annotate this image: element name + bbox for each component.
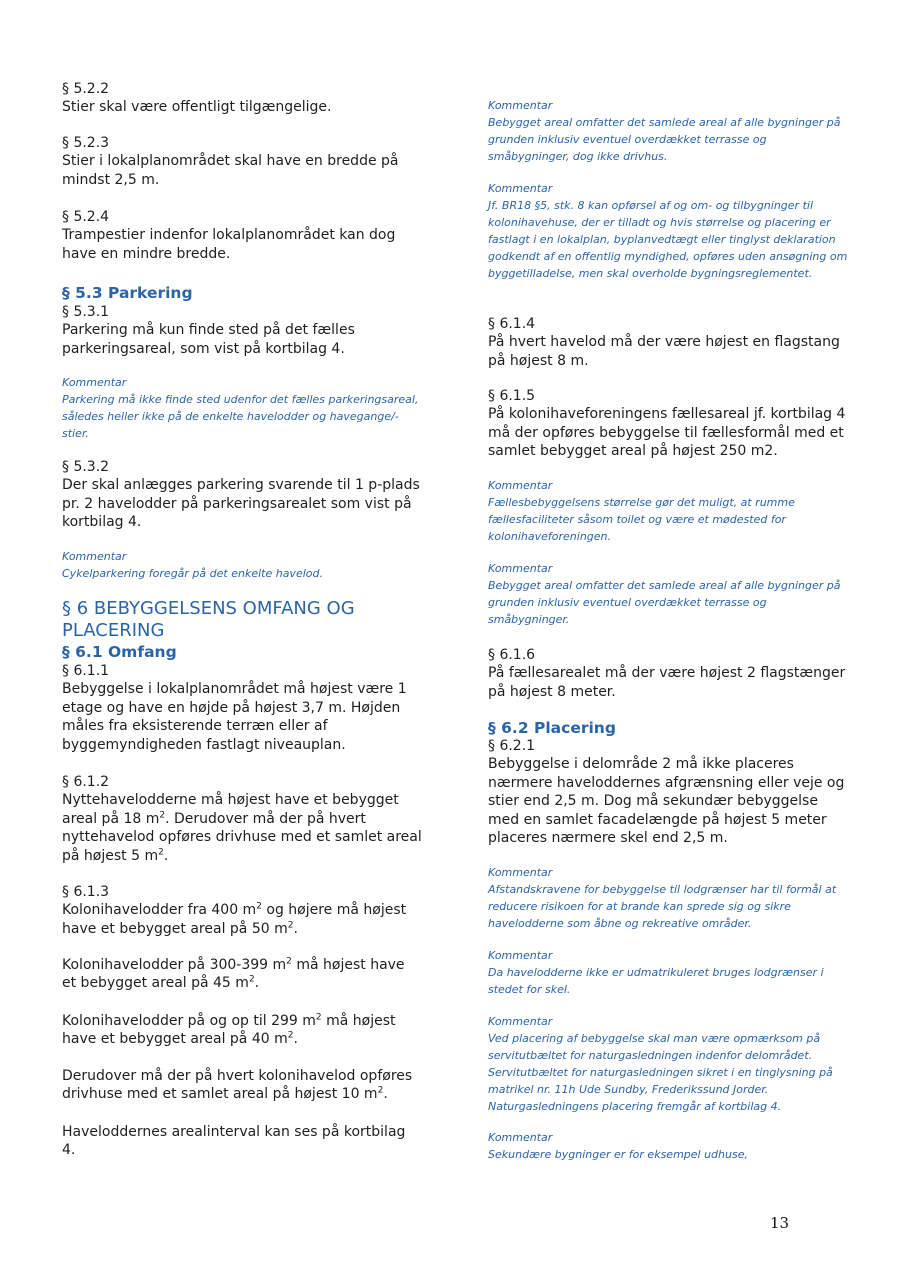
section-6-2-1 bbox=[488, 737, 848, 847]
comment-10 bbox=[488, 1130, 848, 1163]
paragraph-299: Kolonihavelodder på og op til 299 $m^2$ må højest have et bebygget areal på 40 $m^2$. bbox=[62, 1012, 396, 1048]
section-number: § 6.1.4 bbox=[488, 316, 536, 332]
section-text: På fællesarealet må der være højest 2 flagstænger på højest 8 meter. bbox=[488, 665, 846, 700]
section-text: På kolonihaveforeningens fællesareal jf. kortbilag 4 må der opføres bebyggelse til fællesformål med et samlet bebygget areal på højest 250 m2. bbox=[488, 406, 846, 460]
chapter-heading: § 6 BEBYGGELSENS OMFANG OG PLACERING bbox=[62, 598, 355, 641]
comment-body: Afstandskravene for bebyggelse til lodgrænser har til formål at reducere risikoen for at brande kan sprede sig og sikre havelodderne som åbne og rekreative områder. bbox=[488, 883, 837, 930]
heading-5-3 bbox=[62, 283, 422, 303]
page-number: 13 bbox=[770, 1214, 790, 1232]
heading-placering: § 6.2 Placering bbox=[488, 719, 616, 737]
section-6-1-4 bbox=[488, 315, 848, 370]
comment-4 bbox=[488, 181, 848, 282]
section-5-2-2 bbox=[62, 80, 422, 117]
section-text: Der skal anlægges parkering svarende til 1 p-plads pr. 2 havelodder på parkeringsarealet som vist på kortbilag 4. bbox=[62, 477, 420, 531]
section-text: Stier i lokalplanområdet skal have en bredde på mindst 2,5 m. bbox=[62, 153, 399, 188]
section-number: § 6.1.3 bbox=[62, 884, 110, 900]
comment-title: Kommentar bbox=[488, 1131, 553, 1144]
section-6-1-2: § 6.1.2 Nyttehavelodderne må højest have et bebygget areal på 18 $m^2$. Derudover må der på hvert nyttehavelod opføres drivhuse med et samlet areal på højest 5 $m^2$. bbox=[62, 774, 422, 864]
comment-body: Jf. BR18 §5, stk. 8 kan opførsel af og om- og tilbygninger til kolonihavehuse, der er tilladt og hvis størrelse og placering er fastlagt i en lokalplan, byplanvedtægt eller tinglyst deklaration godkendt af en offentlig myndighed, opføres uden ansøgning om byggetilladelse, men skal overholde bygningsreglementet. bbox=[488, 199, 848, 280]
paragraph-arealinterval: Haveloddernes arealinterval kan ses på kortbilag 4. bbox=[62, 1124, 406, 1159]
comment-body: Cykelparkering foregår på det enkelte havelod. bbox=[62, 567, 323, 580]
section-text: Parkering må kun finde sted på det fælles parkeringsareal, som vist på kortbilag 4. bbox=[62, 322, 355, 357]
comment-body: Sekundære bygninger er for eksempel udhuse, bbox=[488, 1148, 748, 1161]
section-5-3-2 bbox=[62, 458, 422, 532]
comment-title: Kommentar bbox=[62, 550, 127, 563]
comment-body: Da havelodderne ikke er udmatrikuleret bruges lodgrænser i stedet for skel. bbox=[488, 966, 824, 996]
heading-6-1 bbox=[62, 642, 422, 662]
section-text: Bebyggelse i delområde 2 må ikke placeres nærmere haveloddernes afgrænsning eller veje og stier end 2,5 m. Dog må sekundær bebyggelse med en samlet facadelængde på højest 5 meter placeres nærmere skel end 2,5 m. bbox=[488, 756, 845, 847]
comment-3 bbox=[488, 98, 848, 165]
section-6-1-6 bbox=[488, 646, 848, 701]
comment-1 bbox=[62, 375, 422, 442]
section-5-2-3 bbox=[62, 134, 422, 189]
section-number: § 6.1.1 bbox=[62, 663, 110, 679]
comment-7 bbox=[488, 865, 848, 932]
heading-parkering: § 5.3 Parkering bbox=[62, 284, 193, 302]
section-5-2-4 bbox=[62, 208, 422, 263]
section-number: § 5.2.3 bbox=[62, 135, 110, 151]
comment-title: Kommentar bbox=[488, 562, 553, 575]
comment-title: Kommentar bbox=[488, 866, 553, 879]
section-6-1-5 bbox=[488, 387, 848, 461]
section-6-1-3: § 6.1.3 Kolonihavelodder fra 400 $m^2$ og højere må højest have et bebygget areal på 50 $m^2$. bbox=[62, 883, 422, 938]
comment-body: Fællesbebyggelsens størrelse gør det muligt, at rumme fællesfaciliteter såsom toilet og være et mødested for kolonihaveforeningen. bbox=[488, 496, 795, 543]
section-number: § 6.1.2 bbox=[62, 774, 110, 790]
section-text: Stier skal være offentligt tilgængelige. bbox=[62, 99, 332, 116]
comment-body: Ved placering af bebyggelse skal man være opmærksom på servitutbæltet for naturgasledningen indenfor delområdet. Servitutbæltet for naturgasledningen sikret i en tinglysning på matrikel nr. 11h Ude Sundby, Frederikssund Jorder. Naturgasledningens placering fremgår af kortbilag 4. bbox=[488, 1032, 833, 1113]
section-number: § 6.1.5 bbox=[488, 388, 536, 404]
comment-title: Kommentar bbox=[488, 99, 553, 112]
section-number: § 5.2.4 bbox=[62, 209, 110, 225]
comment-title: Kommentar bbox=[62, 376, 127, 389]
section-6-1-1 bbox=[62, 662, 422, 754]
heading-6 bbox=[62, 598, 362, 642]
comment-title: Kommentar bbox=[488, 949, 553, 962]
section-5-3-1 bbox=[62, 303, 422, 358]
comment-2 bbox=[62, 549, 422, 582]
comment-title: Kommentar bbox=[488, 1015, 553, 1028]
section-number: § 5.2.2 bbox=[62, 81, 110, 97]
heading-omfang: § 6.1 Omfang bbox=[62, 643, 177, 661]
section-number: § 5.3.1 bbox=[62, 304, 110, 320]
comment-9 bbox=[488, 1014, 848, 1115]
comment-body: Bebygget areal omfatter det samlede areal af alle bygninger på grunden inklusiv eventuel overdækket terrasse og småbygninger. bbox=[488, 579, 841, 626]
section-text: Trampestier indenfor lokalplanområdet kan dog have en mindre bredde. bbox=[62, 227, 396, 262]
comment-8 bbox=[488, 948, 848, 998]
heading-6-2 bbox=[488, 718, 848, 738]
section-number: § 5.3.2 bbox=[62, 459, 110, 475]
comment-title: Kommentar bbox=[488, 479, 553, 492]
comment-6 bbox=[488, 561, 848, 628]
comment-title: Kommentar bbox=[488, 182, 553, 195]
section-number: § 6.2.1 bbox=[488, 738, 536, 754]
section-text: Bebyggelse i lokalplanområdet må højest være 1 etage og have en højde på højest 3,7 m. Højden måles fra eksisterende terræn eller af byggemyndigheden fastlagt niveauplan. bbox=[62, 681, 407, 753]
paragraph-drivhuse: Derudover må der på hvert kolonihavelod opføres drivhuse med et samlet areal på højest 10 $m^2$. bbox=[62, 1068, 413, 1103]
section-text: På hvert havelod må der være højest en flagstang på højest 8 m. bbox=[488, 334, 840, 369]
comment-body: Parkering må ikke finde sted udenfor det fælles parkeringsareal, således heller ikke på de enkelte havelodder og havegange/-stier. bbox=[62, 393, 419, 440]
comment-body: Bebygget areal omfatter det samlede areal af alle bygninger på grunden inklusiv eventuel overdækket terrasse og småbygninger, dog ikke drivhus. bbox=[488, 116, 841, 163]
comment-5 bbox=[488, 478, 848, 545]
paragraph-300-399: Kolonihavelodder på 300-399 $m^2$ må højest have et bebygget areal på 45 $m^2$. bbox=[62, 956, 405, 992]
section-number: § 6.1.6 bbox=[488, 647, 536, 663]
